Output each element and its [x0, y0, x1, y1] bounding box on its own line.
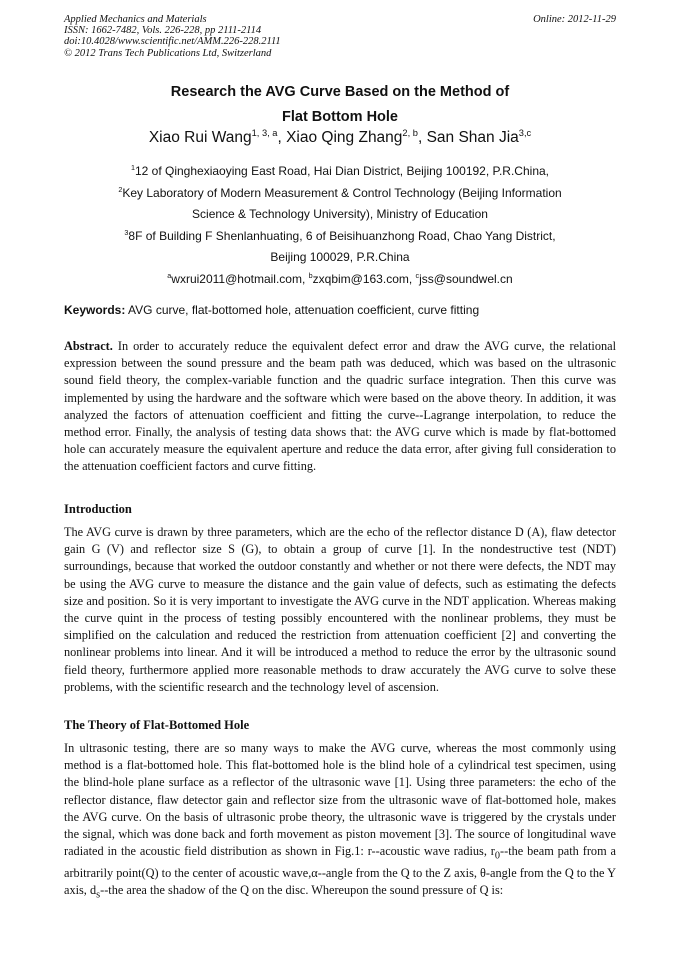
affiliation-3: [64, 226, 616, 248]
online-date: Online: 2012-11-29: [533, 14, 616, 25]
introduction-paragraph: The AVG curve is drawn by three parameters, which are the echo of the reflector distance D (A), flaw detector gain G (V) and reflector size S (G), to obtain a group of curve [1]. In the nondestructive test (NDT) surroundings, because that worked the outdoor constantly and whether or not there were defects, the NDT may be using the AVG curve to measure the distance and the gain value of defects, such as estimating the defects size and position. So it is very important to investigate the AVG curve in the NDT application. Whereas making the curve quint in the process of testing possibly encountered with the nonlinear problems, they must be simplified on the calculation and reduced the restriction from attenuation coefficient [2] and converting the nonlinear problems into linear. And it will be introduced a method to reduce the error by the ultrasonic sound field theory, furthermore applied more reasonable methods to draw accurately the AVG curve to solve these problems, with the scientific research and the technology level of ascension.: [64, 525, 616, 694]
title-line-1: Research the AVG Curve Based on the Method of: [170, 84, 510, 100]
introduction-heading: Introduction: [64, 502, 132, 516]
affiliation-2-text: Key Laboratory of Modern Measurement & Control Technology (Beijing Information: [122, 185, 562, 200]
abstract-label: Abstract.: [64, 339, 113, 353]
email-b: zxqbim@163.com,: [312, 271, 416, 286]
affiliation-2-marker: 2: [118, 184, 123, 194]
journal-header: [64, 14, 616, 59]
author-1-affiliation: 1, 3, a: [251, 127, 278, 138]
author-1: Xiao Rui Wang: [148, 129, 252, 146]
email-c-marker: c: [415, 270, 420, 280]
theory-paragraph: [64, 740, 616, 904]
email-a-marker: a: [167, 270, 172, 280]
copyright-line: © 2012 Trans Tech Publications Ltd, Switzerland: [64, 47, 272, 59]
author-separator: ,: [417, 129, 427, 146]
theory-heading: The Theory of Flat-Bottomed Hole: [64, 718, 250, 732]
abstract: [64, 338, 616, 476]
title-line-2: Flat Bottom Hole: [282, 109, 398, 125]
email-list: [64, 269, 616, 291]
email-b-marker: b: [308, 270, 313, 280]
keywords-label: Keywords:: [64, 303, 126, 317]
email-a: wxrui2011@hotmail.com,: [171, 271, 309, 286]
issn-line: ISSN: 1662-7482, Vols. 226-228, pp 2111-2114: [64, 25, 262, 37]
affiliation-2-cont: Science & Technology University), Ministry of Education: [192, 207, 488, 222]
affiliation-1-text: 12 of Qinghexiaoying East Road, Hai Dian District, Beijing 100192, P.R.China,: [134, 164, 549, 178]
affiliation-3-text: 8F of Building F Shenlanhuating, 6 of Beisihuanzhong Road, Chao Yang District,: [128, 228, 556, 243]
author-2: Xiao Qing Zhang: [286, 129, 403, 146]
abstract-text: In order to accurately reduce the equivalent defect error and draw the AVG curve, the relational expression between the sound pressure and the beam path was deduced, which was based on the ultrasonic sound field theory, the complex-variable function and the quadric surface integration. Then this curve was implemented by using the hardware and the software which were based on the above theory. In addition, it was analyzed the factors of attenuation coefficient and fitting the curve--Lagrange interpolation, to reduce the method error. Finally, the analysis of testing data shows that: the AVG curve which is made by flat-bottomed hole can accurately measure the equivalent aperture and reduce the data error, after giving full consideration to the attenuation coefficient factors and curve fitting.: [64, 339, 616, 474]
ds-subscript: s: [96, 889, 101, 901]
affiliation-1-marker: 1: [130, 163, 135, 172]
r0-subscript: 0: [494, 850, 501, 862]
affiliation-2: [64, 183, 616, 205]
author-separator: ,: [277, 129, 287, 146]
journal-name: Applied Mechanics and Materials: [64, 14, 207, 25]
doi-line: doi:10.4028/www.scientific.net/AMM.226-228.2111: [64, 36, 281, 48]
keywords: [64, 302, 616, 318]
author-3-affiliation: 3,c: [518, 127, 532, 138]
affiliation-3-marker: 3: [124, 227, 129, 237]
author-2-affiliation: 2, b: [402, 127, 418, 138]
paper-title: [64, 80, 616, 130]
theory-text-part-3: --the area the shadow of the Q on the disc. Whereupon the sound pressure of Q is:: [100, 883, 504, 898]
author-3: San Shan Jia: [426, 129, 519, 146]
affiliation-1: [64, 161, 616, 183]
theory-text-part-2: --the beam path from a arbitrarily point(Q) to the center of acoustic wave,α--angle from the Q to the Z axis, θ-angle from the Q to the Y axis, d: [64, 844, 616, 898]
keywords-text: AVG curve, flat-bottomed hole, attenuation coefficient, curve fitting: [125, 303, 480, 317]
affiliations: [64, 161, 616, 291]
affiliation-3-cont: Beijing 100029, P.R.China: [270, 250, 410, 265]
email-c: jss@soundwel.cn: [419, 271, 513, 286]
author-list: [64, 128, 616, 148]
theory-text-part-1: In ultrasonic testing, there are so many ways to make the AVG curve, whereas the most commonly using method is a flat-bottomed hole. This flat-bottomed hole is the blind hole of a cylindrical test specimen, using the blind-hole plane surface as a reflector of the ultrasonic wave [1]. Using three parameters: the echo of the reflector distance, flaw detector gain and reflector size from the ultrasonic wave of flat-bottomed hole, makes the AVG curve. On the basis of ultrasonic probe theory, the ultrasonic wave is triggered by the crystals under the signal, which was done back and forth movement as piston movement [3]. The source of longitudinal wave radiated in the acoustic field distribution as shown in Fig.1: r--acoustic wave radius, r: [64, 741, 616, 859]
